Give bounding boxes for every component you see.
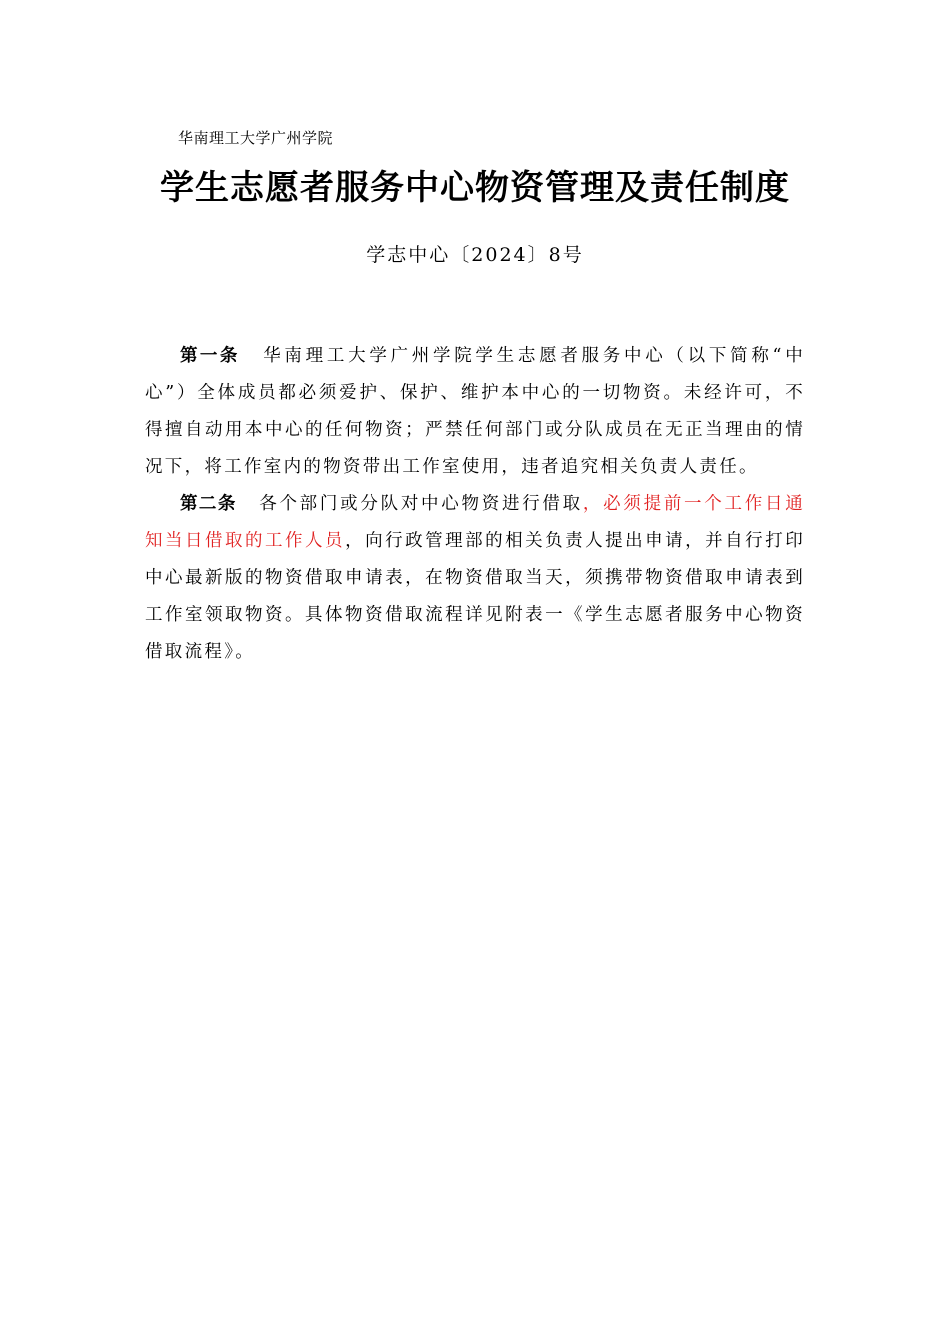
document-title: 学生志愿者服务中心物资管理及责任制度: [160, 168, 790, 208]
document-body: [145, 338, 805, 671]
article-1-number: 第一条: [180, 346, 240, 366]
article-2-number: 第二条: [180, 494, 237, 514]
article-2-text: 各个部门或分队对中心物资进行借取: [258, 494, 583, 514]
article-2: [145, 486, 805, 671]
document-number: 学志中心〔2024〕8号: [366, 244, 584, 266]
article-1-text: 华南理工大学广州学院学生志愿者服务中心（以下简称“中心”）全体成员都必须爱护、保护、维护本中心的一切物资。未经许可，不得擅自动用本中心的任何物资；严禁任何部门或分队成员在无正当理由的情况下，将工作室内的物资带出工作室使用，违者追究相关负责人责任。: [145, 346, 806, 477]
organization-name: 华南理工大学广州学院: [178, 129, 334, 147]
article-2-highlight: ，必须提前一个工作日通知当日借取的工作人员: [145, 494, 805, 551]
article-2-text-cont: ，向行政管理部的相关负责人提出申请，并自行打印中心最新版的物资借取申请表，在物资借取当天，须携带物资借取申请表到工作室领取物资。具体物资借取流程详见附表一《学生志愿者服务中心物资借取流程》。: [145, 531, 805, 662]
article-1: [145, 338, 805, 486]
